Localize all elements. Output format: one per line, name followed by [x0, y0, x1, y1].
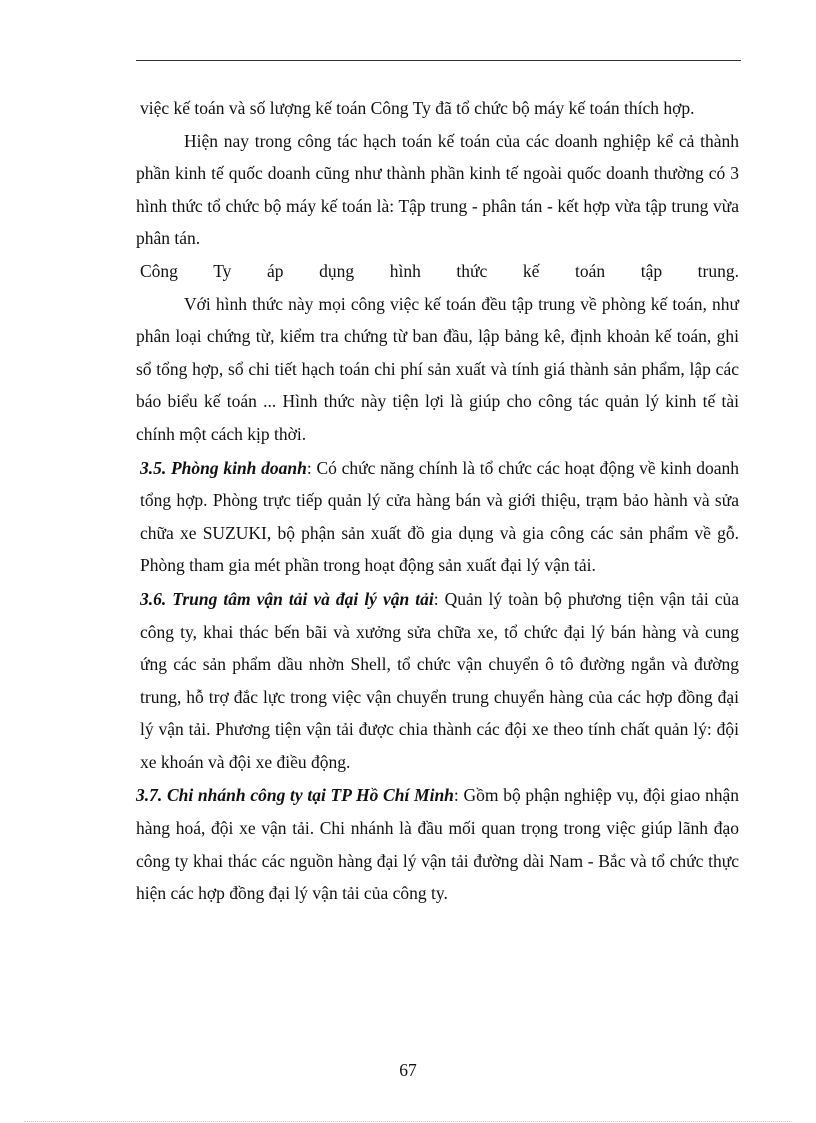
section-hcm-branch: [136, 779, 739, 909]
section-text: : Có chức năng chính là tổ chức các hoạt động về kinh doanh tổng hợp. Phòng trực tiếp quản lý cửa hàng bán và giới thiệu, trạm bảo hành và sửa chữa xe SUZUKI, bộ phận sản xuất đồ gia dụng và gia công các sản phẩm về gỗ. Phòng tham gia mét phần trong hoạt động sản xuất đại lý vận tải.: [140, 457, 739, 576]
page-number: 67: [399, 1060, 417, 1080]
section-heading: 3.5. Phòng kinh doanh: [140, 457, 307, 478]
section-heading: 3.7. Chi nhánh công ty tại TP Hồ Chí Minh: [136, 785, 454, 806]
paragraph-centralized-form: Công Ty áp dụng hình thức kế toán tập trung.: [140, 260, 739, 281]
paragraph-continuation: việc kế toán và số lượng kế toán Công Ty đã tổ chức bộ máy kế toán thích hợp.: [140, 98, 695, 118]
paragraph-accounting-forms: Hiện nay trong công tác hạch toán kế toán của các doanh nghiệp kể cả thành phần kinh tế quốc doanh cũng như thành phần kinh tế ngoài quốc doanh thường có 3 hình thức tổ chức bộ máy kế toán là: Tập trung - phân tán - kết hợp vừa tập trung vừa phân tán.: [136, 130, 739, 249]
footer-rule: [24, 1121, 792, 1122]
page-body: [136, 92, 739, 910]
section-business-department: [136, 452, 739, 582]
section-text: : Gồm bộ phận nghiệp vụ, đội giao nhận hàng hoá, đội xe vận tải. Chi nhánh là đầu mối quan trọng trong việc giúp lãnh đạo công ty khai thác các nguồn hàng đại lý vận tải đường dài Nam - Bắc và tổ chức thực hiện các hợp đồng đại lý vận tải của công ty.: [136, 785, 739, 904]
section-transport-center: [136, 583, 739, 779]
header-rule: [136, 60, 741, 61]
section-heading: 3.6. Trung tâm vận tải và đại lý vận tải: [140, 588, 434, 609]
paragraph-centralized-description: Với hình thức này mọi công việc kế toán đều tập trung về phòng kế toán, như phân loại chứng từ, kiểm tra chứng từ ban đầu, lập bảng kê, định khoản kế toán, ghi sổ tổng hợp, sổ chi tiết hạch toán chi phí sản xuất và tính giá thành sản phẩm, lập các báo biểu kế toán ... Hình thức này tiện lợi là giúp cho công tác quản lý kinh tế tài chính một cách kịp thời.: [136, 293, 739, 444]
section-text: : Quản lý toàn bộ phương tiện vận tải của công ty, khai thác bến bãi và xưởng sửa chữa xe, tổ chức đại lý bán hàng và cung ứng các sản phẩm dầu nhờn Shell, tổ chức vận chuyển ô tô đường ngắn và đường trung, hỗ trợ đắc lực trong việc vận chuyển trung chuyển hàng của các hợp đồng đại lý vận tải. Phương tiện vận tải được chia thành các đội xe theo tính chất quản lý: đội xe khoán và đội xe điều động.: [140, 588, 739, 772]
